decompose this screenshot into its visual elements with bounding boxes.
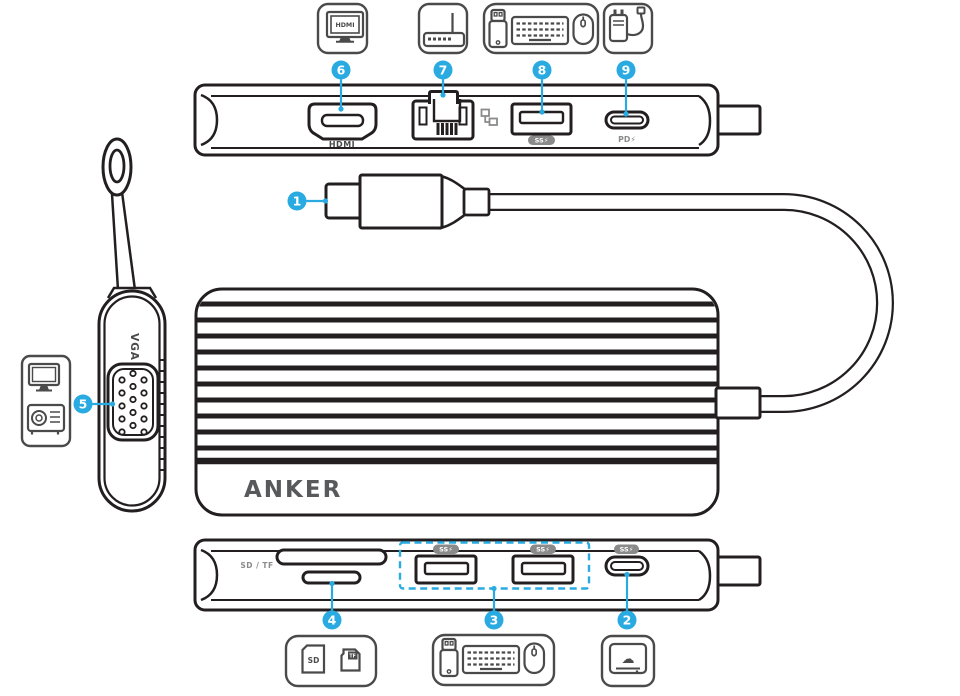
svg-text:SS⚡: SS⚡ [439, 545, 453, 554]
vga-port [108, 364, 158, 440]
icon-box-usb-peripherals-bottom [433, 635, 554, 685]
usb-a-bottom-badge-1 [433, 545, 459, 555]
bottom-edge-tab [716, 557, 760, 585]
bottom-edge-view [195, 540, 760, 610]
sd-card-slot [277, 550, 386, 564]
svg-text:7: 7 [438, 62, 448, 78]
cloud-drive-icon [610, 644, 646, 673]
vga-dongle [99, 139, 167, 511]
sd-tf-label: SD / TF [240, 561, 274, 570]
top-icon-row [318, 4, 652, 53]
svg-text:SD: SD [307, 656, 320, 665]
usb-a-port-bottom-1 [416, 556, 476, 583]
svg-text:8: 8 [537, 62, 547, 78]
icon-box-power-adapter [604, 4, 652, 53]
usb-a-top-badge [528, 136, 555, 146]
svg-text:1: 1 [292, 193, 302, 209]
icon-box-router [419, 4, 467, 53]
display-icon [327, 12, 363, 42]
svg-text:6: 6 [336, 62, 346, 78]
svg-text:SS⚡: SS⚡ [536, 545, 550, 554]
icon-box-external-drive [602, 636, 654, 686]
cloud-glyph: ☁ [621, 652, 635, 667]
vga-label: VGA [128, 333, 140, 361]
icon-box-usb-peripherals-top [484, 4, 598, 53]
brand-logo: ANKER [244, 477, 343, 503]
usb-c-host-connector [326, 175, 489, 228]
usb-a-bottom-badge-2 [530, 545, 556, 555]
icon-box-display-projector [22, 356, 70, 446]
svg-text:SS⚡: SS⚡ [619, 545, 634, 554]
svg-text:4: 4 [327, 612, 337, 628]
svg-text:9: 9 [621, 62, 631, 78]
top-edge-tab [716, 106, 760, 134]
svg-text:SS⚡: SS⚡ [534, 136, 549, 145]
svg-text:2: 2 [622, 612, 632, 628]
hdmi-port-label: HDMI [328, 140, 356, 149]
hub-main-body [190, 289, 760, 515]
icon-box-sd-tf-cards [286, 636, 376, 686]
svg-text:3: 3 [489, 612, 499, 628]
top-edge-view [195, 85, 760, 155]
sd-card-icon [303, 646, 325, 673]
callout-1 [288, 192, 329, 211]
svg-text:5: 5 [78, 396, 88, 412]
usb-c-bottom-badge [614, 545, 639, 555]
icon-box-hdmi-display [318, 4, 367, 53]
projector-icon [28, 405, 64, 435]
cable-strain-relief [716, 388, 760, 418]
tf-card-icon [342, 650, 360, 671]
svg-text:TF: TF [349, 654, 356, 660]
bottom-icon-row [286, 635, 654, 686]
hdmi-screen-label: HDMI [335, 22, 355, 29]
usb-a-port-bottom-2 [513, 556, 573, 583]
pd-badge: PD⚡ [618, 135, 636, 144]
